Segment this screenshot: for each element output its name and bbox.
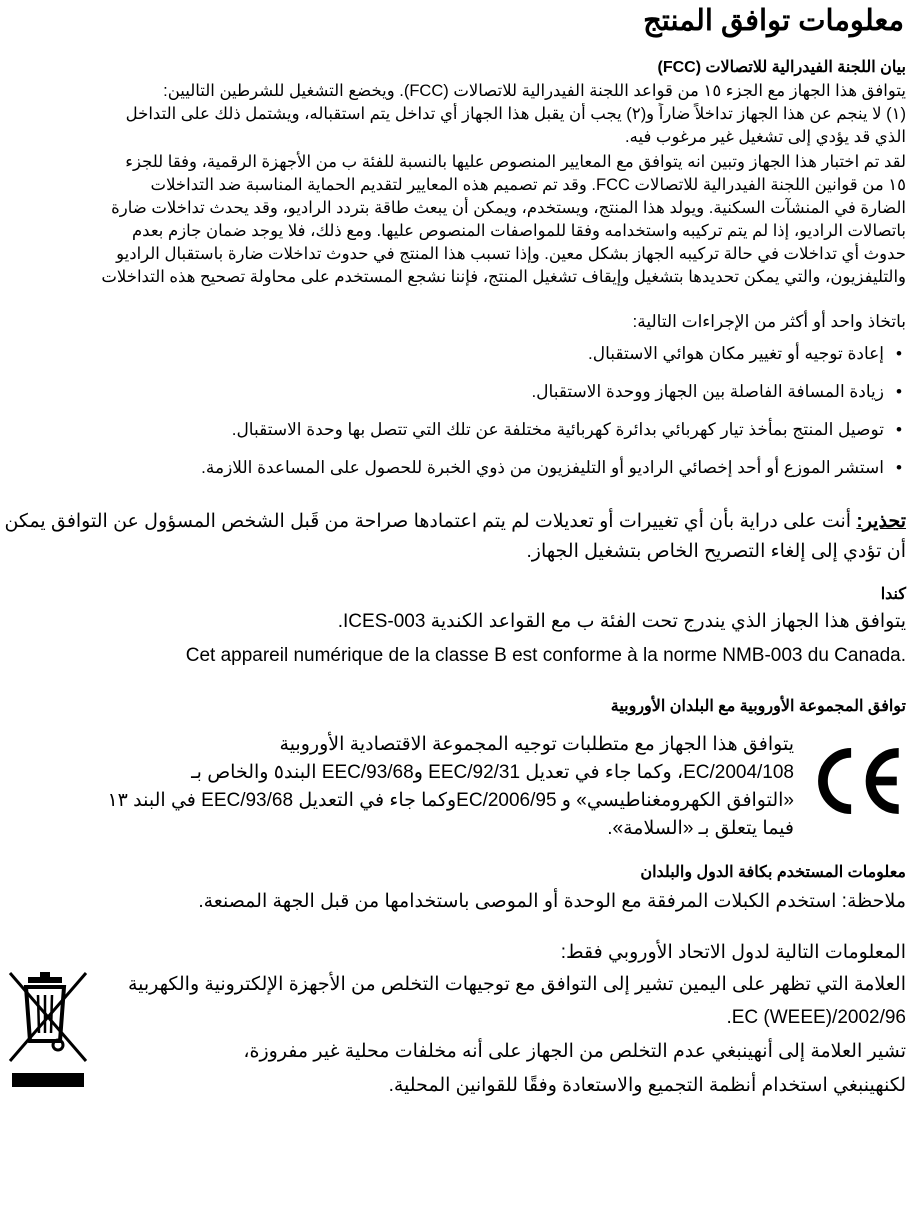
- ce-mark-icon: [806, 747, 904, 815]
- fcc-heading: بيان اللجنة الفيدرالية للاتصالات (FCC): [657, 59, 906, 76]
- warning-label: تحذير:: [856, 511, 906, 532]
- weee-line: تشير العلامة إلى أنهينبغي عدم التخلص من الجهاز على أنه مخلفات محلية غير مفروزة،: [243, 1041, 906, 1062]
- eu-declaration: [4, 731, 906, 843]
- fcc-warning: [4, 507, 906, 537]
- fcc-test-line: ١٥ من قوانين اللجنة الفيدرالية للاتصالات FCC. وقد تم تصميم هذه المعايير لتقديم الحماية المناسبة ضد التداخلات: [150, 176, 906, 194]
- list-item: [4, 373, 906, 411]
- eu-line: يتوافق هذا الجهاز مع متطلبات توجيه المجموعة الاقتصادية الأوروبية: [279, 734, 794, 755]
- canada-french-statement: Cet appareil numérique de la classe B est conforme à la norme NMB-003 du Canada.: [185, 645, 906, 666]
- fcc-intro-line: يتوافق هذا الجهاز مع الجزء ١٥ من قواعد اللجنة الفيدرالية للاتصالات (FCC). ويخضع التشغيل للشرطين التاليين:: [163, 82, 906, 100]
- fcc-intro: [4, 80, 906, 149]
- measure-text: استشر الموزع أو أحد إخصائي الراديو أو التليفزيون من ذوي الخبرة للحصول على المساعدة اللازمة.: [201, 458, 884, 477]
- weee-line: 2002/96/EC (WEEE).: [726, 1007, 906, 1028]
- fcc-test-line: الضارة في المنشآت السكنية. ويولد هذا المنتج، ويستخدم، ويمكن أن يبعث طاقة بتردد الراديو، وقد يحدث تداخلات ضارة: [111, 199, 906, 217]
- fcc-test-line: حدوث أي تداخلات في حالة تركيبه الجهاز بشكل معين. وإذا تسبب هذا المنتج في حدوث تداخلات ضارة باستقبال الراديو: [116, 245, 906, 263]
- eu-line: «التوافق الكهرومغناطيسي» و EC/2006/95وكما جاء في التعديل EEC/93/68 في البند ١٣: [107, 790, 794, 811]
- fcc-test-line: باتصالات الراديو، إذا لم يتم تركيبه واستخدامه وفقا للمواصفات المنصوص عليها. ومع ذلك، فلا يوجد ضمان جازم بعدم: [131, 222, 906, 240]
- fcc-intro-line: (١) لا ينجم عن هذا الجهاز تداخلاً ضاراً و(٢) يجب أن يقبل هذا الجهاز أي تداخل يتم استقباله، ويشتمل ذلك على التداخل: [125, 105, 906, 123]
- crossed-out-wheelie-bin-icon: [8, 969, 90, 1087]
- weee-line: لكنهينبغي استخدام أنظمة التجميع والاستعادة وفقًا للقوانين المحلية.: [388, 1075, 906, 1096]
- measure-text: توصيل المنتج بمأخذ تيار كهربائي بدائرة كهربائية مختلفة عن تلك التي تتصل بها وحدة الاستقبال.: [231, 420, 884, 439]
- fcc-test-line: والتليفزيون، والتي يمكن تحديدها بتشغيل وإيقاف تشغيل المنتج، فإننا نشجع المستخدم على محاولة تصحيح هذه التداخلات: [101, 268, 906, 286]
- page-title: معلومات توافق المنتج: [643, 5, 904, 37]
- list-item: [4, 335, 906, 373]
- weee-section: [4, 969, 906, 1103]
- fcc-test-line: لقد تم اختبار هذا الجهاز وتبين انه يتوافق مع المعايير المنصوص عليها بالنسبة للفئة ب من الأجهزة الرقمية، وفقا للجزء: [125, 153, 906, 171]
- fcc-measures-list: [4, 335, 906, 487]
- eu-line: فيما يتعلق بـ «السلامة».: [607, 818, 794, 839]
- eu-line: EC/2004/108، وكما جاء في تعديل EEC/92/31 وEEC/93/68 البند٥ والخاص بـ: [191, 762, 794, 783]
- all-countries-heading: معلومات المستخدم بكافة الدول والبلدان: [640, 864, 906, 881]
- bullet-icon: •: [896, 458, 902, 477]
- fcc-intro-line: الذي قد يؤدي إلى تشغيل غير مرغوب فيه.: [625, 128, 906, 146]
- all-countries-note: ملاحظة: استخدم الكبلات المرفقة مع الوحدة أو الموصى باستخدامها من قبل الجهة المصنعة.: [198, 891, 906, 912]
- warning-text: أنت على دراية بأن أي تغييرات أو تعديلات لم يتم اعتمادها صراحة من قَبل الشخص المسؤول عن التوافق يمكن: [4, 511, 857, 532]
- canada-heading: كندا: [880, 586, 906, 603]
- list-item: [4, 411, 906, 449]
- measure-text: زيادة المسافة الفاصلة بين الجهاز ووحدة الاستقبال.: [531, 382, 884, 401]
- canada-arabic-statement: يتوافق هذا الجهاز الذي يندرج تحت الفئة ب مع القواعد الكندية ICES-003.: [337, 611, 906, 632]
- eu-heading: توافق المجموعة الأوروبية مع البلدان الأوروبية: [610, 698, 906, 715]
- measure-text: إعادة توجيه أو تغيير مكان هوائي الاستقبال.: [588, 344, 884, 363]
- bullet-icon: •: [896, 344, 902, 363]
- list-item: [4, 449, 906, 487]
- eu-declaration-text: [107, 731, 794, 843]
- fcc-test-paragraph: [4, 151, 906, 289]
- fcc-measures-intro: باتخاذ واحد أو أكثر من الإجراءات التالية:: [632, 312, 906, 331]
- eu-only-intro: المعلومات التالية لدول الاتحاد الأوروبي فقط:: [560, 942, 906, 963]
- bullet-icon: •: [896, 420, 902, 439]
- bullet-icon: •: [896, 382, 902, 401]
- weee-line: العلامة التي تظهر على اليمين تشير إلى التوافق مع توجيهات التخلص من الأجهزة الإلكترونية والكهربية: [127, 974, 906, 995]
- fcc-warning-continued: أن تؤدي إلى إلغاء التصريح الخاص بتشغيل الجهاز.: [526, 541, 906, 562]
